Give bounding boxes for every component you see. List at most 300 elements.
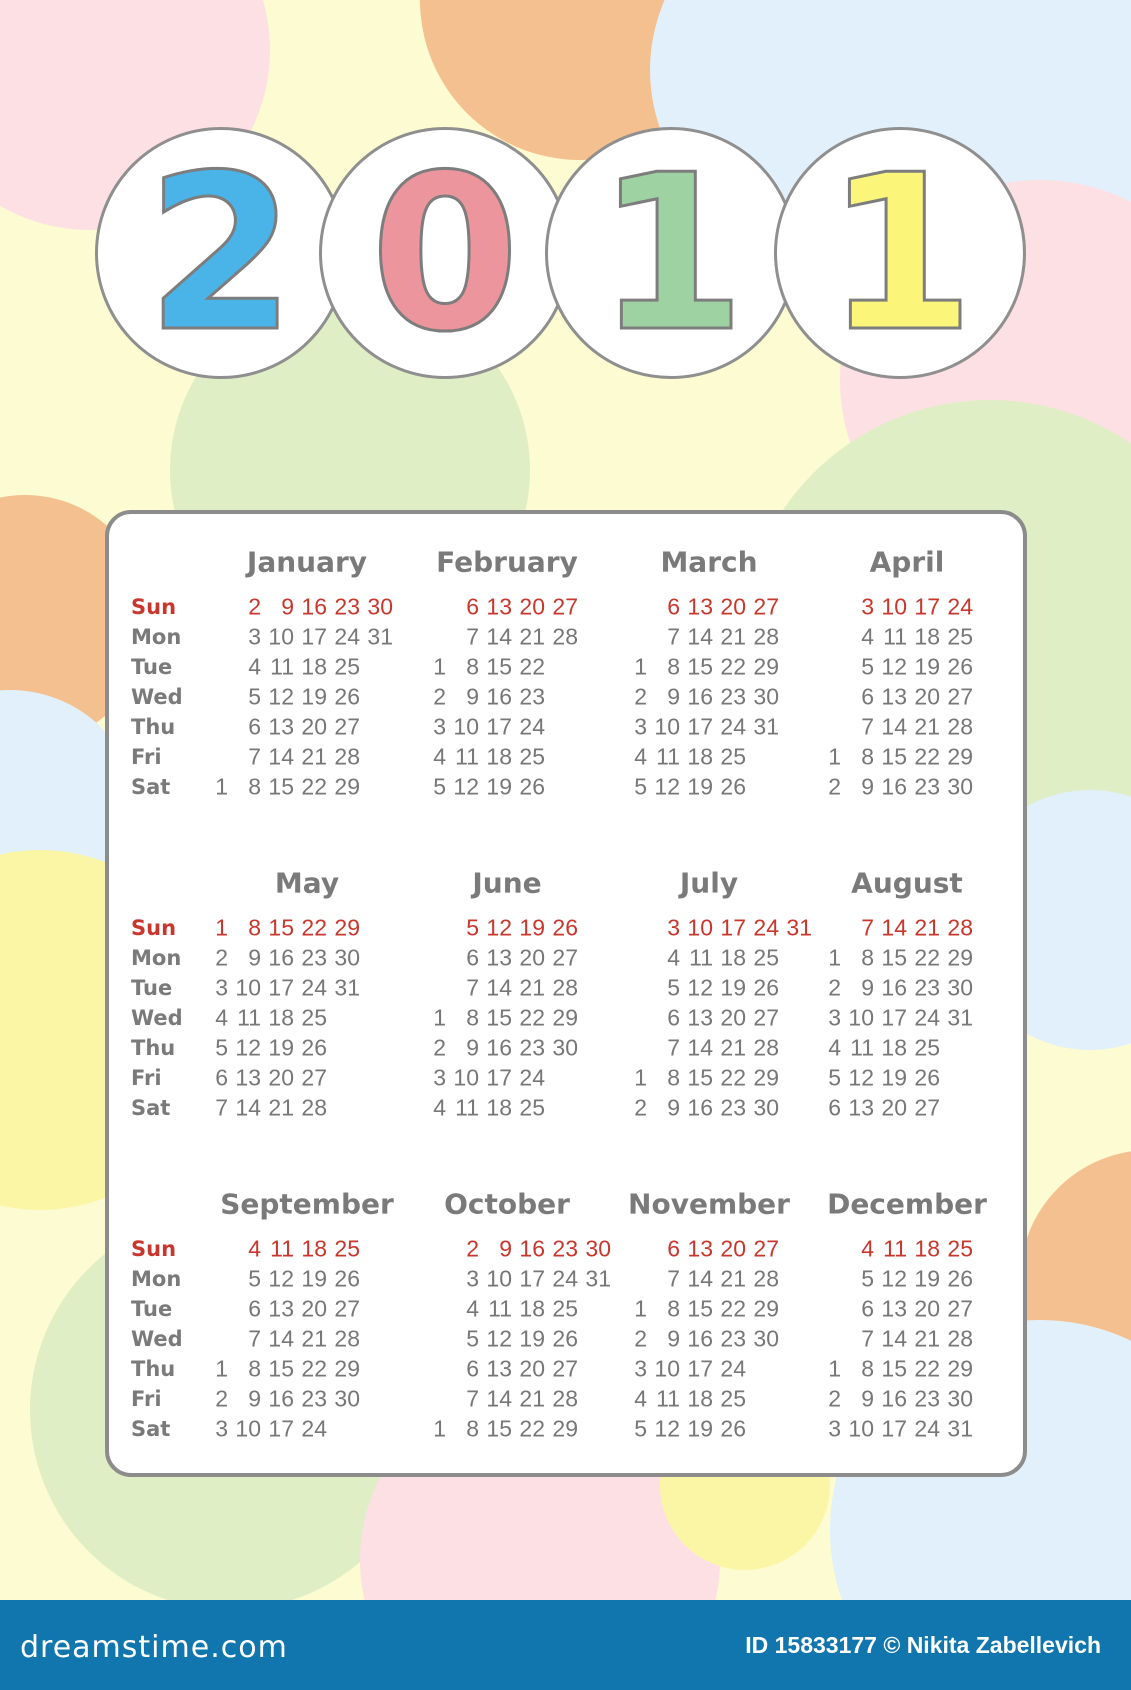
day-cell: 9: [861, 974, 874, 1001]
day-cell: 9: [667, 1325, 680, 1352]
weekday-label: Sat: [131, 1417, 171, 1441]
month-week-row: [195, 1386, 360, 1413]
weekday-label: Sat: [131, 1096, 171, 1120]
month-week-row: [808, 1296, 973, 1323]
day-cell: 31: [585, 1265, 611, 1292]
month-week-row: [195, 714, 360, 741]
day-cell: 13: [687, 1004, 713, 1031]
day-cell: 28: [947, 914, 973, 941]
day-cell: 18: [720, 944, 746, 971]
day-cell: 4: [828, 1034, 841, 1061]
day-cell: 28: [753, 1265, 779, 1292]
day-cell: 8: [248, 914, 261, 941]
day-cell: [195, 654, 228, 681]
day-cell: 12: [881, 1265, 907, 1292]
day-cell: 29: [552, 1415, 578, 1442]
day-cell: 23: [519, 683, 545, 710]
day-cell: 27: [552, 1355, 578, 1382]
weekday-label: Wed: [131, 685, 183, 709]
day-cell: 30: [552, 1034, 578, 1061]
day-cell: 11: [656, 743, 680, 770]
day-cell: 30: [947, 773, 973, 800]
day-cell: 6: [215, 1064, 228, 1091]
year-digit-circle: [95, 127, 347, 379]
weekday-label: Fri: [131, 1066, 162, 1090]
day-cell: 9: [667, 1094, 680, 1121]
month-week-row: [195, 1356, 360, 1383]
day-cell: 9: [281, 593, 294, 620]
month-week-row: [614, 744, 746, 771]
day-cell: 11: [883, 623, 907, 650]
day-cell: 5: [248, 683, 261, 710]
year-digit: 1: [596, 127, 746, 379]
dreamstime-logo[interactable]: dreamstime.com: [20, 1630, 288, 1665]
day-cell: 6: [667, 1235, 680, 1262]
day-cell: 2: [634, 683, 647, 710]
month-week-row: [614, 654, 779, 681]
day-cell: 30: [753, 1094, 779, 1121]
day-cell: 27: [334, 713, 360, 740]
day-cell: 7: [861, 914, 874, 941]
day-cell: 23: [914, 773, 940, 800]
day-cell: 24: [947, 593, 973, 620]
day-cell: 27: [753, 593, 779, 620]
day-cell: 16: [881, 974, 907, 1001]
day-cell: 3: [634, 713, 647, 740]
day-cell: 2: [466, 1235, 479, 1262]
day-cell: [614, 1266, 647, 1293]
day-cell: 12: [654, 773, 680, 800]
day-cell: 3: [466, 1265, 479, 1292]
day-cell: [413, 1326, 446, 1353]
day-cell: 7: [248, 743, 261, 770]
month-week-row: [808, 1005, 973, 1032]
day-cell: 1: [828, 1355, 841, 1382]
day-cell: 26: [552, 914, 578, 941]
day-cell: 25: [720, 743, 746, 770]
day-cell: 21: [720, 1265, 746, 1292]
day-cell: 15: [268, 914, 294, 941]
day-cell: 25: [519, 1094, 545, 1121]
day-cell: 23: [720, 1094, 746, 1121]
day-cell: 6: [667, 1004, 680, 1031]
day-cell: 17: [881, 1004, 907, 1031]
day-cell: 16: [519, 1235, 545, 1262]
day-cell: 26: [947, 1265, 973, 1292]
day-cell: 30: [334, 944, 360, 971]
month-week-row: [808, 1386, 973, 1413]
day-cell: 24: [334, 623, 360, 650]
month-week-row: [808, 1065, 940, 1092]
month-week-row: [413, 945, 578, 972]
month-week-row: [808, 915, 973, 942]
day-cell: 18: [914, 623, 940, 650]
day-cell: 26: [519, 773, 545, 800]
day-cell: 15: [881, 1355, 907, 1382]
day-cell: 22: [720, 653, 746, 680]
day-cell: 29: [947, 1355, 973, 1382]
day-cell: 11: [270, 653, 294, 680]
day-cell: 16: [268, 944, 294, 971]
month-week-row: [808, 945, 973, 972]
day-cell: 5: [248, 1265, 261, 1292]
month-title: July: [679, 866, 739, 900]
day-cell: [195, 1296, 228, 1323]
day-cell: [808, 684, 841, 711]
day-cell: 22: [301, 1355, 327, 1382]
day-cell: 25: [334, 653, 360, 680]
day-cell: 12: [268, 683, 294, 710]
month-title: August: [851, 866, 963, 900]
day-cell: [614, 1035, 647, 1062]
day-cell: 16: [486, 1034, 512, 1061]
day-cell: 16: [881, 1385, 907, 1412]
day-cell: 28: [334, 1325, 360, 1352]
day-cell: 4: [433, 743, 446, 770]
month-week-row: [614, 594, 779, 621]
day-cell: 21: [301, 743, 327, 770]
day-cell: 13: [235, 1064, 261, 1091]
day-cell: 2: [634, 1325, 647, 1352]
month-week-row: [195, 654, 360, 681]
day-cell: 30: [334, 1385, 360, 1412]
day-cell: 13: [687, 593, 713, 620]
day-cell: 28: [947, 1325, 973, 1352]
day-cell: 8: [248, 1355, 261, 1382]
day-cell: 23: [720, 1325, 746, 1352]
day-cell: 20: [881, 1094, 907, 1121]
day-cell: 15: [881, 944, 907, 971]
day-cell: 3: [667, 914, 680, 941]
day-cell: 25: [552, 1295, 578, 1322]
day-cell: 10: [654, 713, 680, 740]
day-cell: 31: [947, 1415, 973, 1442]
day-cell: 17: [486, 1064, 512, 1091]
day-cell: 4: [215, 1004, 228, 1031]
day-cell: 30: [585, 1235, 611, 1262]
day-cell: [808, 1236, 841, 1263]
day-cell: 29: [753, 653, 779, 680]
day-cell: 18: [486, 743, 512, 770]
day-cell: 1: [215, 773, 228, 800]
day-cell: 23: [914, 974, 940, 1001]
day-cell: 18: [301, 653, 327, 680]
day-cell: 13: [486, 593, 512, 620]
day-cell: 13: [268, 1295, 294, 1322]
day-cell: 3: [248, 623, 261, 650]
day-cell: 9: [861, 773, 874, 800]
day-cell: 2: [433, 683, 446, 710]
day-cell: 12: [486, 914, 512, 941]
day-cell: [614, 1005, 647, 1032]
day-cell: 4: [634, 1385, 647, 1412]
month-week-row: [413, 1416, 578, 1443]
month-week-row: [195, 1266, 360, 1293]
day-cell: 28: [552, 623, 578, 650]
day-cell: 1: [215, 914, 228, 941]
day-cell: 11: [883, 1235, 907, 1262]
month-week-row: [195, 945, 360, 972]
day-cell: 4: [248, 1235, 261, 1262]
day-cell: 11: [488, 1295, 512, 1322]
day-cell: 29: [552, 1004, 578, 1031]
day-cell: 22: [301, 773, 327, 800]
day-cell: 8: [248, 773, 261, 800]
month-week-row: [614, 1416, 746, 1443]
day-cell: [808, 624, 841, 651]
day-cell: [413, 624, 446, 651]
day-cell: 15: [687, 653, 713, 680]
day-cell: 21: [301, 1325, 327, 1352]
day-cell: 31: [786, 914, 812, 941]
month-week-row: [413, 744, 545, 771]
month-week-row: [808, 684, 973, 711]
day-cell: 3: [433, 713, 446, 740]
day-cell: 18: [914, 1235, 940, 1262]
month-week-row: [413, 1356, 578, 1383]
day-cell: 8: [861, 743, 874, 770]
day-cell: 7: [667, 1034, 680, 1061]
month-week-row: [808, 1266, 973, 1293]
day-cell: 20: [914, 683, 940, 710]
month-week-row: [808, 1236, 973, 1263]
day-cell: [195, 744, 228, 771]
month-title: September: [220, 1187, 394, 1221]
day-cell: [413, 1386, 446, 1413]
day-cell: 24: [519, 1064, 545, 1091]
day-cell: 7: [466, 1385, 479, 1412]
day-cell: 1: [828, 944, 841, 971]
day-cell: 25: [753, 944, 779, 971]
day-cell: 9: [248, 944, 261, 971]
day-cell: 5: [634, 773, 647, 800]
year-digit: 2: [146, 127, 296, 379]
day-cell: 6: [466, 944, 479, 971]
month-week-row: [413, 684, 545, 711]
day-cell: 14: [881, 914, 907, 941]
day-cell: 7: [215, 1094, 228, 1121]
day-cell: 23: [519, 1034, 545, 1061]
year-digit: 1: [825, 127, 975, 379]
day-cell: 25: [334, 1235, 360, 1262]
day-cell: 21: [519, 623, 545, 650]
day-cell: 24: [753, 914, 779, 941]
day-cell: 1: [634, 1295, 647, 1322]
month-week-row: [614, 1296, 779, 1323]
day-cell: 4: [667, 944, 680, 971]
day-cell: 6: [861, 683, 874, 710]
day-cell: 8: [667, 653, 680, 680]
month-week-row: [195, 1005, 327, 1032]
day-cell: 16: [687, 683, 713, 710]
day-cell: 20: [268, 1064, 294, 1091]
day-cell: 18: [519, 1295, 545, 1322]
day-cell: 7: [667, 623, 680, 650]
month-week-row: [195, 684, 360, 711]
month-week-row: [808, 1326, 973, 1353]
day-cell: 18: [881, 1034, 907, 1061]
month-week-row: [808, 1095, 940, 1122]
day-cell: 3: [215, 1415, 228, 1442]
day-cell: [614, 624, 647, 651]
weekday-label: Thu: [131, 1036, 176, 1060]
day-cell: 31: [367, 623, 393, 650]
month-week-row: [614, 1065, 779, 1092]
day-cell: 23: [552, 1235, 578, 1262]
day-cell: 16: [687, 1094, 713, 1121]
day-cell: 17: [881, 1415, 907, 1442]
month-week-row: [195, 975, 360, 1002]
weekday-label: Sun: [131, 916, 177, 940]
day-cell: 2: [634, 1094, 647, 1121]
month-week-row: [614, 1356, 746, 1383]
day-cell: 9: [499, 1235, 512, 1262]
day-cell: [195, 594, 228, 621]
month-week-row: [614, 945, 779, 972]
day-cell: 25: [947, 623, 973, 650]
day-cell: 22: [519, 1004, 545, 1031]
month-week-row: [413, 1065, 545, 1092]
day-cell: [614, 975, 647, 1002]
day-cell: 11: [656, 1385, 680, 1412]
day-cell: [413, 1266, 446, 1293]
day-cell: 29: [334, 773, 360, 800]
day-cell: 21: [914, 1325, 940, 1352]
month-week-row: [413, 1035, 578, 1062]
day-cell: 14: [486, 1385, 512, 1412]
day-cell: 14: [235, 1094, 261, 1121]
day-cell: 12: [654, 1415, 680, 1442]
month-week-row: [195, 624, 393, 651]
month-week-row: [195, 1236, 360, 1263]
day-cell: [614, 594, 647, 621]
day-cell: 22: [720, 1064, 746, 1091]
day-cell: 19: [301, 683, 327, 710]
day-cell: 4: [466, 1295, 479, 1322]
day-cell: 15: [486, 1004, 512, 1031]
month-week-row: [413, 1266, 611, 1293]
day-cell: 13: [848, 1094, 874, 1121]
month-title: October: [444, 1187, 570, 1221]
day-cell: 26: [947, 653, 973, 680]
day-cell: [413, 915, 446, 942]
day-cell: 18: [301, 1235, 327, 1262]
month-title: May: [274, 866, 340, 900]
day-cell: 18: [687, 1385, 713, 1412]
month-week-row: [195, 1095, 327, 1122]
day-cell: 12: [453, 773, 479, 800]
day-cell: 10: [654, 1355, 680, 1382]
day-cell: [413, 1356, 446, 1383]
day-cell: 11: [689, 944, 713, 971]
month-week-row: [808, 1035, 940, 1062]
day-cell: 20: [519, 944, 545, 971]
day-cell: 18: [486, 1094, 512, 1121]
day-cell: 23: [334, 593, 360, 620]
month-title: June: [472, 866, 542, 900]
day-cell: 1: [634, 653, 647, 680]
day-cell: 17: [914, 593, 940, 620]
day-cell: 7: [466, 974, 479, 1001]
weekday-label: Tue: [131, 655, 173, 679]
day-cell: 11: [455, 1094, 479, 1121]
day-cell: 17: [687, 1355, 713, 1382]
month-week-row: [413, 915, 578, 942]
day-cell: 13: [486, 944, 512, 971]
day-cell: 11: [850, 1034, 874, 1061]
day-cell: 21: [914, 713, 940, 740]
day-cell: 1: [433, 653, 446, 680]
day-cell: 1: [433, 1415, 446, 1442]
year-digit-circle: [319, 127, 571, 379]
year-digit-circle: [774, 127, 1026, 379]
day-cell: 13: [881, 1295, 907, 1322]
day-cell: 24: [301, 1415, 327, 1442]
day-cell: [413, 945, 446, 972]
day-cell: 3: [828, 1415, 841, 1442]
day-cell: 22: [914, 944, 940, 971]
day-cell: 29: [334, 1355, 360, 1382]
day-cell: [614, 1236, 647, 1263]
day-cell: 30: [753, 683, 779, 710]
day-cell: 27: [552, 944, 578, 971]
month-week-row: [614, 684, 779, 711]
day-cell: 8: [667, 1295, 680, 1322]
day-cell: 12: [235, 1034, 261, 1061]
day-cell: 26: [753, 974, 779, 1001]
day-cell: 27: [334, 1295, 360, 1322]
month-week-row: [413, 714, 545, 741]
weekday-label: Wed: [131, 1327, 183, 1351]
month-week-row: [413, 1236, 611, 1263]
month-week-row: [195, 774, 360, 801]
day-cell: 14: [687, 623, 713, 650]
day-cell: 25: [301, 1004, 327, 1031]
day-cell: 7: [248, 1325, 261, 1352]
day-cell: 28: [552, 974, 578, 1001]
footer-bar: [0, 1600, 1131, 1690]
weekday-label: Mon: [131, 946, 182, 970]
month-week-row: [413, 1326, 578, 1353]
day-cell: 10: [235, 1415, 261, 1442]
day-cell: 29: [753, 1064, 779, 1091]
day-cell: 22: [914, 1355, 940, 1382]
day-cell: 24: [914, 1004, 940, 1031]
day-cell: 3: [861, 593, 874, 620]
day-cell: 27: [753, 1004, 779, 1031]
day-cell: 19: [301, 1265, 327, 1292]
year-digit-circle: [545, 127, 797, 379]
day-cell: 9: [466, 683, 479, 710]
day-cell: 1: [828, 743, 841, 770]
month-title: April: [869, 545, 945, 579]
day-cell: 9: [667, 683, 680, 710]
month-week-row: [614, 1236, 779, 1263]
day-cell: 10: [687, 914, 713, 941]
day-cell: 16: [881, 773, 907, 800]
day-cell: 24: [519, 713, 545, 740]
day-cell: [808, 1326, 841, 1353]
day-cell: 15: [268, 1355, 294, 1382]
day-cell: 10: [268, 623, 294, 650]
month-week-row: [614, 714, 779, 741]
day-cell: 8: [861, 944, 874, 971]
day-cell: [195, 1236, 228, 1263]
day-cell: 20: [301, 1295, 327, 1322]
day-cell: 25: [947, 1235, 973, 1262]
day-cell: 23: [914, 1385, 940, 1412]
month-title: March: [660, 545, 758, 579]
